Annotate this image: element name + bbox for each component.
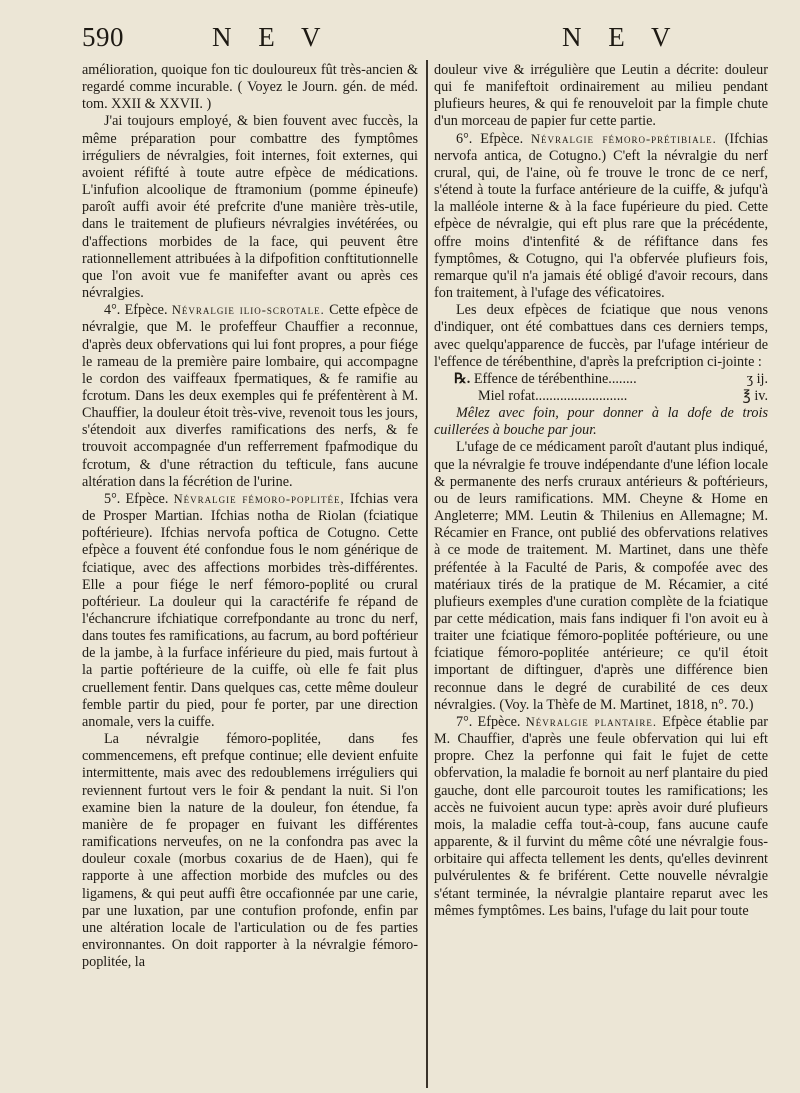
ingredient-name: Effence de térébenthine........ <box>473 370 637 387</box>
paragraph-text: Mêlez avec foin, pour donner à la dofe de trois cuillerées à bouche par jour. <box>434 405 768 439</box>
recipe-symbol: ℞. <box>454 370 471 387</box>
paragraph <box>434 62 768 131</box>
paragraph <box>82 731 418 971</box>
paragraph <box>434 439 768 714</box>
running-title-right: N E V <box>562 22 681 52</box>
column-divider <box>426 60 428 1088</box>
prescription <box>434 371 768 405</box>
species-label: 5°. Efpèce. <box>104 490 169 507</box>
paragraph-text: Les deux efpèces de fciatique que nous venons d'indiquer, ont été combattues dans ces derniers temps, avec quelqu'apparence de fuccès, par l'ufage intérieur de l'effence de térébenthine, d'après la prefcription ci-jointe : <box>434 302 768 370</box>
ingredient-dose: ℥ iv. <box>742 387 768 404</box>
species-paragraph <box>434 714 768 920</box>
species-label: 4°. Efpèce. <box>104 302 168 319</box>
paragraph-text: Ifchias vera de Prosper Martian. Ifchias notha de Riolan (fciatique poftérieure). Ifchias nervofa poftica de Cotugno. Cette efpèce a fouvent été confondue fous le nom générique de fciatique, avec des affections morbides très-différentes. Elle a pour fiége le nerf fémoro-poplité ou crural poftérieur. La douleur qui la caractérife fe répand de l'échancrure ifchiatique correfpondante au tronc du nerf, dans toutes fes ramifications, au facrum, au bord poftérieur de la jambe, à la furface inférieure du pied, mais furtout à la partie poftérieure de la cuiffe, où elle fe fait plus cruellement fentir. Dans quelques cas, cette même douleur femble partir du pied, pour fe porter, par une direction anomale, vers la cuiffe. <box>82 490 418 730</box>
species-paragraph <box>434 131 768 303</box>
species-paragraph <box>82 491 418 731</box>
prescription-line <box>454 371 768 388</box>
paragraph <box>82 62 418 113</box>
paragraph-text: La névralgie fémoro-poplitée, dans fes commencemens, eft prefque continue; elle devient enfuite intermittente, mais avec des redoublemens irréguliers qui reviennent furtout vers le foir & pendant la nuit. Si l'on examine bien la nature de la douleur, fon étendue, fa manière de fe propager en fuivant les différentes ramifications nerveufes, on ne la confondra pas avec la douleur coxale (morbus coxarius de de Haen), qui fe rapporte à une affection morbide des mufcles ou des ligamens, & qui peut auffi être occafionnée par une carie, par une luxation, par une contufion profonde, enfin par une altération locale de l'articulation ou de fes parties environnantes. On doit rapporter à la névralgie fémoro-poplitée, la <box>82 731 418 971</box>
ingredient-dose: ʒ ij. <box>746 370 768 387</box>
paragraph-text: L'ufage de ce médicament paroît d'autant plus indiqué, que la névralgie fe trouve indépendante d'une léfion locale & permanente des nerfs cruraux antérieurs & poftérieurs, ou de leurs ramifications. MM. Cheyne & Home en Angleterre; MM. Leutin & Thilenius en Allemagne; M. Récamier en France, ont publié des obfervations relatives à ce mode de traitement. M. Martinet, dans une thèfe préfentée à la Faculté de Paris, & compofée avec des matériaux tirés de la pratique de M. Récamier, a cité plufieurs exemples d'une curation complète de la fciatique par cette médication, mais fans indiquer fi l'on avoit eu à traiter une fciatique fémoro-poplitée poftérieure, ou une fciatique fémoro-poplitée antérieure; ce qu'il étoit important de diftinguer, d'après une différence bien reconnue dans le degré de curabilité de ces deux névralgies. (Voy. la Thèfe de M. Martinet, 1818, n°. 70.) <box>434 439 768 713</box>
paragraph-text: (Ifchias nervofa antica, de Cotugno.) C'eft la névralgie du nerf crural, qui, de l'aine, où fe trouve le tronc de ce nerf, s'étend à toute la furface antérieure de la cuiffe, & jufqu'à la malléole interne & à la face fupérieure du pied. Cette efpèce de névralgie, qui eft plus rare que la précédente, offre moins d'intenfité & de réfiftance dans fes fymptômes, & Cotugno, qui l'a obfervée plufieurs fois, remarque qu'il n'a jamais été obligé d'avoir recours, dans fon traitement, à l'ufage des véficatoires. <box>434 130 769 302</box>
left-column <box>82 62 418 971</box>
prescription-line <box>454 388 768 405</box>
paragraph-text: Cette efpèce de névralgie, que M. le profeffeur Chauffier a reconnue, d'après deux obfervations qui lui font propres, a pour fiége le rameau de la première paire lombaire, qui accompagne le cordon des vaiffeaux fpermatiques, & fe ramifie au fcrotum. Dans les deux exemples qui fe préfentèrent à M. Chauffier, la douleur étoit très-vive, revenoit tous les jours, s'étendoit aux diverfes ramifications des nerfs, & fe trouvoit accompagnée d'un refferrement fpafmodique du fcrotum, & d'une rétraction du tefticule, fans aucune altération dans la fécrétion de l'urine. <box>82 302 418 490</box>
paragraph <box>82 113 418 302</box>
paragraph-text: douleur vive & irrégulière que Leutin a décrite: douleur qui fe manifeftoit ordinairement au milieu pendant plufieurs heures, & qui fe renouveloit par la fimple chute d'un morceau de papier fur cette partie. <box>434 62 768 130</box>
running-title-left: N E V <box>212 22 331 52</box>
ingredient-name: Miel rofat.......................... <box>478 387 628 404</box>
species-label: 6°. Efpèce. <box>456 130 524 147</box>
species-label: 7°. Efpèce. <box>456 713 521 730</box>
page-header <box>0 22 800 58</box>
species-heading: Névralgie ilio-scrotale. <box>171 303 325 318</box>
species-heading: Névralgie fémoro-poplitée, <box>173 491 345 506</box>
paragraph-text: Efpèce établie par M. Chauffier, d'après une feule obfervation qui lui eft propre. Chez la perfonne qui fait le fujet de cette obfervation, la maladie fe bornoit au nerf plantaire du pied gauche, dont elle parcouroit toutes les ramifications; les accès ne fuivoient aucun type: après avoir duré plufieurs mois, la maladie ceffa tout-à-coup, fans aucune caufe apparente, & il furvint du même côté une névralgie fous-orbitaire qui affecta tellement les dents, qu'elles devinrent pulvérulentes & fe briférent. Cette nouvelle névralgie s'étant terminée, la névralgie plantaire reparut avec les mêmes fymptômes. Les bains, l'ufage du lait pour toute <box>434 713 769 919</box>
species-heading: Névralgie plantaire. <box>525 714 657 729</box>
right-column <box>434 62 768 920</box>
paragraph-text: J'ai toujours employé, & bien fouvent avec fuccès, la même préparation pour combattre des fymptômes irréguliers de névralgies, foit internes, foit externes, qui avoient réfifté à toute autre efpèce de médications. L'infufion alcoolique de ftramonium (pomme épineufe) paroît auffi avoir été prefcrite d'une manière très-utile, dans le traitement de plufieurs névralgies invétérées, ou d'affections morbides de la face, qui peuvent être rationnellement attribuées à la difpofition conftitutionnelle que l'on avoit vue fe manifefter avant ou après ces névralgies. <box>82 113 418 302</box>
paragraph <box>434 302 768 371</box>
paragraph-text: amélioration, quoique fon tic douloureux fût très-ancien & regardé comme incurable. ( Voyez le Journ. gén. de méd. tom. XXII & XXVII. ) <box>82 62 418 113</box>
page-number: 590 <box>82 22 124 52</box>
prescription-item <box>454 371 637 388</box>
species-heading: Névralgie fémoro-prétibiale. <box>531 131 717 146</box>
species-paragraph <box>82 302 418 491</box>
prescription-instruction <box>434 405 768 439</box>
